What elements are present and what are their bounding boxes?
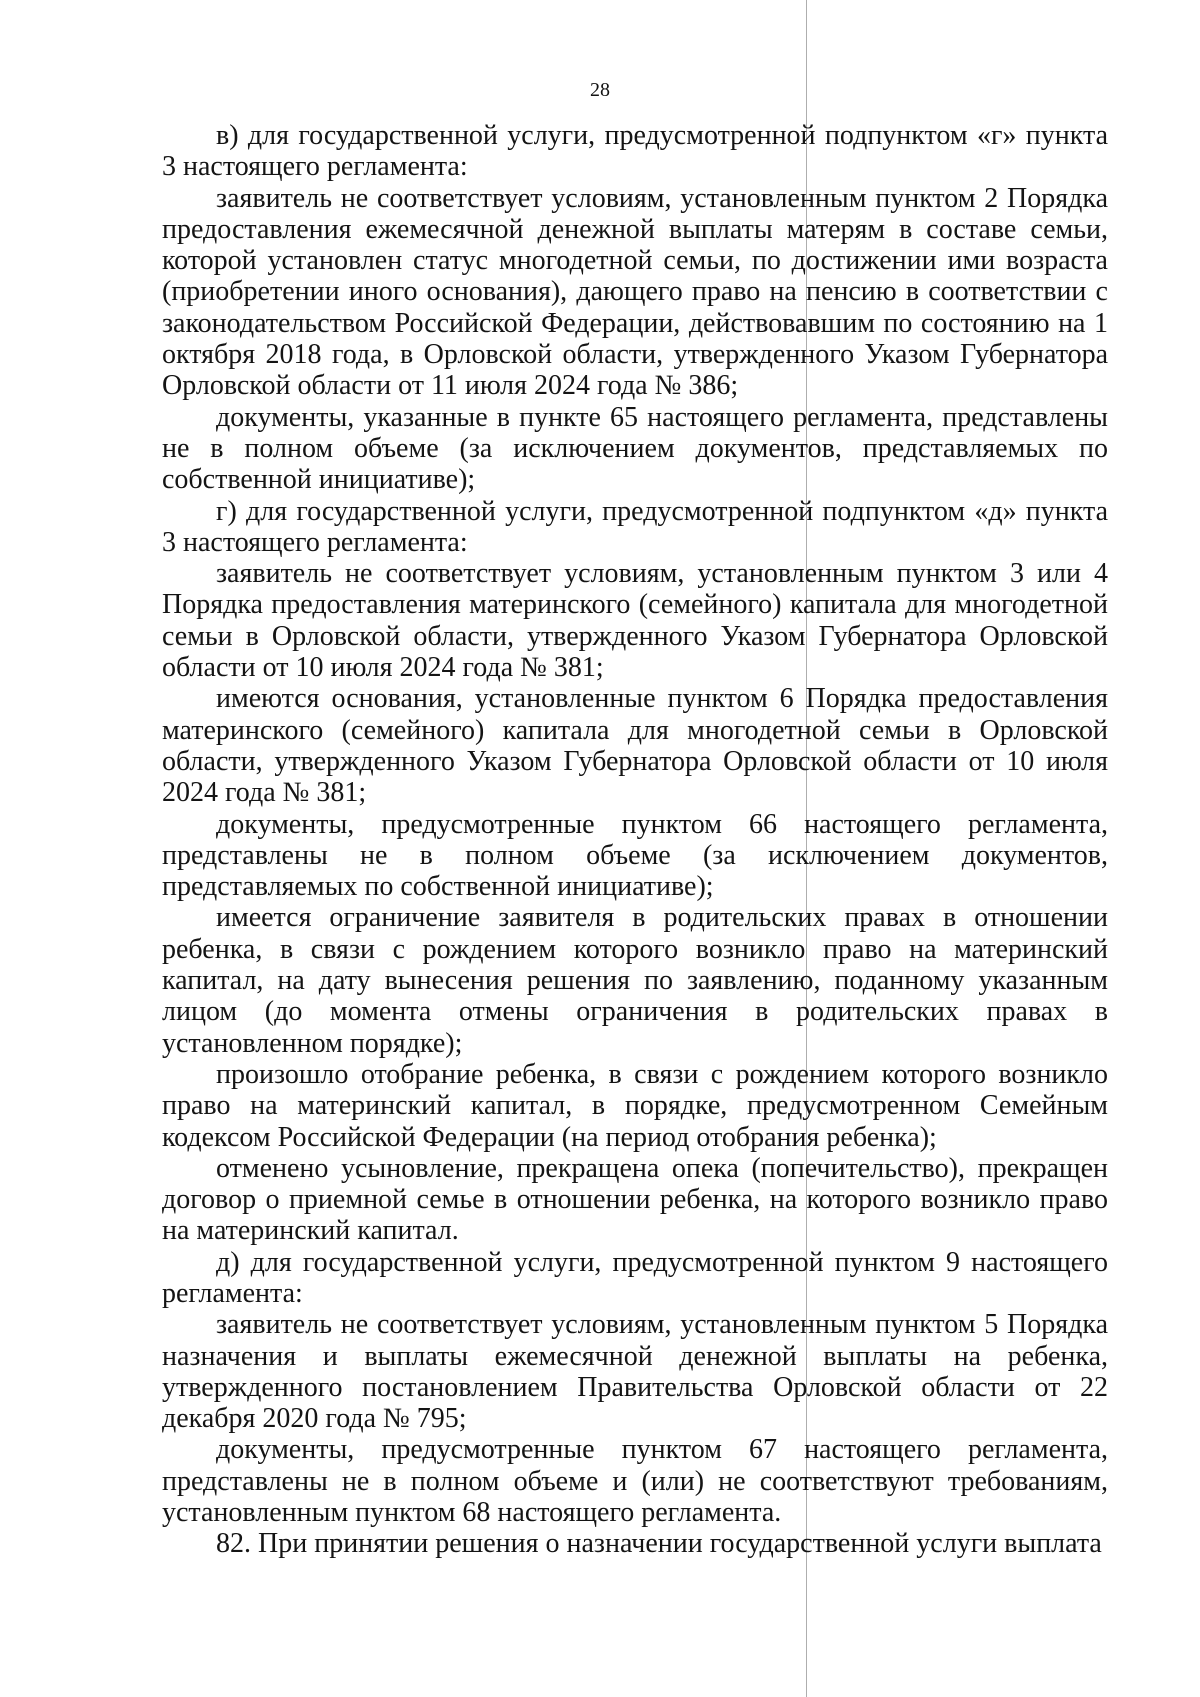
page-number: 28 xyxy=(590,79,610,101)
paragraph: заявитель не соответствует условиям, установленным пунктом 3 или 4 Порядка предоставления материнского (семейного) капитала для многодетной семьи в Орловской области, утвержденного Указом Губернатора Орловской области от 10 июля 2024 года № 381; xyxy=(162,558,1108,684)
paragraph: документы, указанные в пункте 65 настоящего регламента, представлены не в полном объеме (за исключением документов, представляемых по собственной инициативе); xyxy=(162,401,1108,496)
paragraph: имеется ограничение заявителя в родительских правах в отношении ребенка, в связи с рождением которого возникло право на материнский капитал, на дату вынесения решения по заявлению, поданному указанным лицом (до момента отмены ограничения в родительских правах в установленном порядке); xyxy=(162,902,1108,1059)
paragraph: заявитель не соответствует условиям, установленным пунктом 5 Порядка назначения и выплаты ежемесячной денежной выплаты на ребенка, утвержденного постановлением Правительства Орловской области от 22 декабря 2020 года № 795; xyxy=(162,1309,1108,1435)
paragraph: произошло отобрание ребенка, в связи с рождением которого возникло право на материнский капитал, в порядке, предусмотренном Семейным кодексом Российской Федерации (на период отобрания ребенка); xyxy=(162,1058,1108,1153)
paragraph: 82. При принятии решения о назначении государственной услуги выплата xyxy=(216,1528,1102,1560)
document-body xyxy=(162,120,1108,1560)
paragraph: г) для государственной услуги, предусмотренной подпунктом «д» пункта 3 настоящего регламента: xyxy=(162,495,1108,558)
paragraph: имеются основания, установленные пунктом 6 Порядка предоставления материнского (семейного) капитала для многодетной семьи в Орловской области, утвержденного Указом Губернатора Орловской области от 10 июля 2024 года № 381; xyxy=(162,683,1108,809)
paragraph: документы, предусмотренные пунктом 67 настоящего регламента, представлены не в полном объеме и (или) не соответствуют требованиям, установленным пунктом 68 настоящего регламента. xyxy=(162,1434,1108,1529)
paragraph: отменено усыновление, прекращена опека (попечительство), прекращен договор о приемной семье в отношении ребенка, на которого возникло право на материнский капитал. xyxy=(162,1152,1108,1247)
paragraph: д) для государственной услуги, предусмотренной пунктом 9 настоящего регламента: xyxy=(162,1246,1108,1309)
paragraph: в) для государственной услуги, предусмотренной подпунктом «г» пункта 3 настоящего регламента: xyxy=(162,120,1108,183)
paragraph: документы, предусмотренные пунктом 66 настоящего регламента, представлены не в полном объеме (за исключением документов, представляемых по собственной инициативе); xyxy=(162,808,1108,903)
paragraph: заявитель не соответствует условиям, установленным пунктом 2 Порядка предоставления ежемесячной денежной выплаты матерям в составе семьи, которой установлен статус многодетной семьи, по достижении ими возраста (приобретении иного основания), дающего право на пенсию в соответствии с законодательством Российской Федерации, действовавшим по состоянию на 1 октября 2018 года, в Орловской области, утвержденного Указом Губернатора Орловской области от 11 июля 2024 года № 386; xyxy=(162,182,1108,402)
